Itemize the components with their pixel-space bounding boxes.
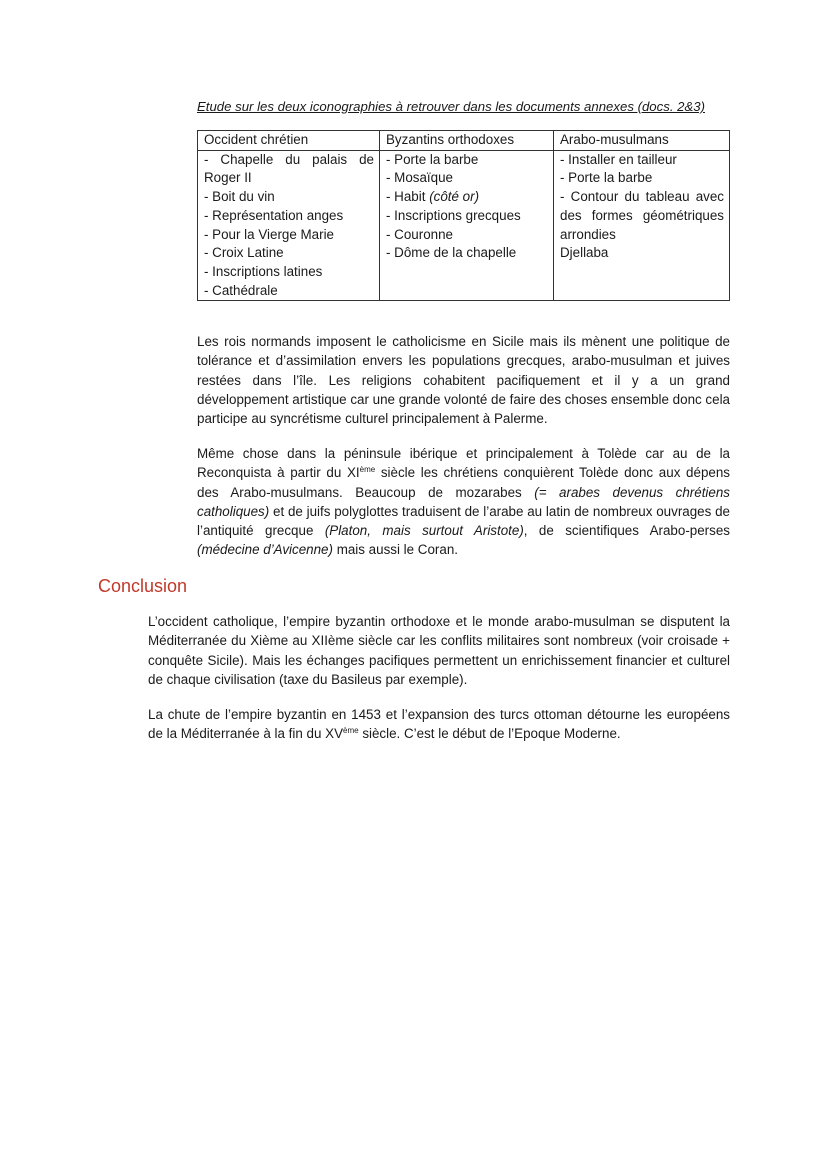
conclusion-paragraph-1: L’occident catholique, l’empire byzantin orthodoxe et le monde arabo-musulman se disputent la Méditerranée du Xième au XIIème siècle car les conflits militaires sont nombreux (voir croisade + conquête Sicile). Mais les échanges pacifiques permettent un enrichissement financier et culturel de chaque civilisation (taxe du Basileus par exemple). [148,614,730,687]
cell-occident [198,150,380,301]
table-caption: Etude sur les deux iconographies à retrouver dans les documents annexes (docs. 2&3) [197,99,706,114]
list-item: - Boit du vin [204,189,275,205]
list-item: - Inscriptions grecques [386,207,521,223]
list-item: - Porte la barbe [386,151,479,167]
text-run: Même chose dans la péninsule ibérique et principalement à Tolède car au de la Reconquista à partir du XI [197,446,730,481]
list-item: des formes géométriques [560,207,724,223]
list-item: - Installer en tailleur [560,151,677,167]
list-item: - Dôme de la chapelle [386,245,517,261]
list-item-emphasis: (côté or) [429,189,480,205]
list-item: - Porte la barbe [560,170,653,186]
list-item: Roger II [204,170,252,186]
superscript: ème [359,465,376,475]
text-run: , de scientifiques Arabo-perses [523,523,730,539]
cell-arabo [554,150,730,301]
list-item: - Inscriptions latines [204,263,323,279]
paragraph-sicile: Les rois normands imposent le catholicisme en Sicile mais ils mènent une politique de tolérance et d’assimilation envers les populations grecques, arabo-musulman et juives restées dans l’île. Les religions cohabitent pacifiquement et il y a un grand développement artistique car une grande volonté de faire des choses ensemble donc cela participe au syncrétisme culturel principalement à Palerme. [197,334,730,427]
text-run: siècle. C’est le début de l’Epoque Moderne. [358,726,621,742]
text-run: mais aussi le Coran. [332,542,458,558]
cell-byzantins [380,150,554,301]
list-item: arrondies [560,226,616,242]
list-item: Djellaba [560,245,609,261]
list-item: - Chapelle du palais de [204,151,374,167]
text-run: siècle les chrétiens conquièrent Tolède donc aux dépens des Arabo-musulmans. Beaucoup de mozarabes [197,465,730,500]
conclusion-paragraph-2 [148,705,730,744]
table-header-row [198,131,730,151]
header-occident: Occident chrétien [198,131,380,151]
emphasis: (Platon, mais surtout Aristote) [324,523,524,539]
list-item: - Mosaïque [386,170,453,186]
list-item: - Cathédrale [204,282,278,298]
list-item: - Couronne [386,226,453,242]
iconography-table [197,130,730,301]
table-row [198,150,730,301]
list-item: - Contour du tableau avec [560,189,724,205]
header-arabo: Arabo-musulmans [554,131,730,151]
text-run: et de juifs polyglottes traduisent de l’arabe au latin de nombreux ouvrages de l’antiquité grecque [197,503,730,539]
superscript: ème [343,726,359,736]
list-item [386,188,548,207]
text-run: La chute de l’empire byzantin en 1453 et l’expansion des turcs ottoman détourne les européens de la Méditerranée à la fin du XV [148,707,730,742]
paragraph-iberique [197,444,730,560]
list-item-text: - Habit [386,189,426,205]
emphasis: (médecine d’Avicenne) [197,542,333,558]
conclusion-heading: Conclusion [98,576,188,596]
header-byzantins: Byzantins orthodoxes [380,131,554,151]
emphasis: (= arabes devenus chrétiens catholiques) [197,484,730,519]
list-item: - Représentation anges [204,207,344,223]
list-item: - Pour la Vierge Marie [204,226,334,242]
list-item: - Croix Latine [204,245,284,261]
